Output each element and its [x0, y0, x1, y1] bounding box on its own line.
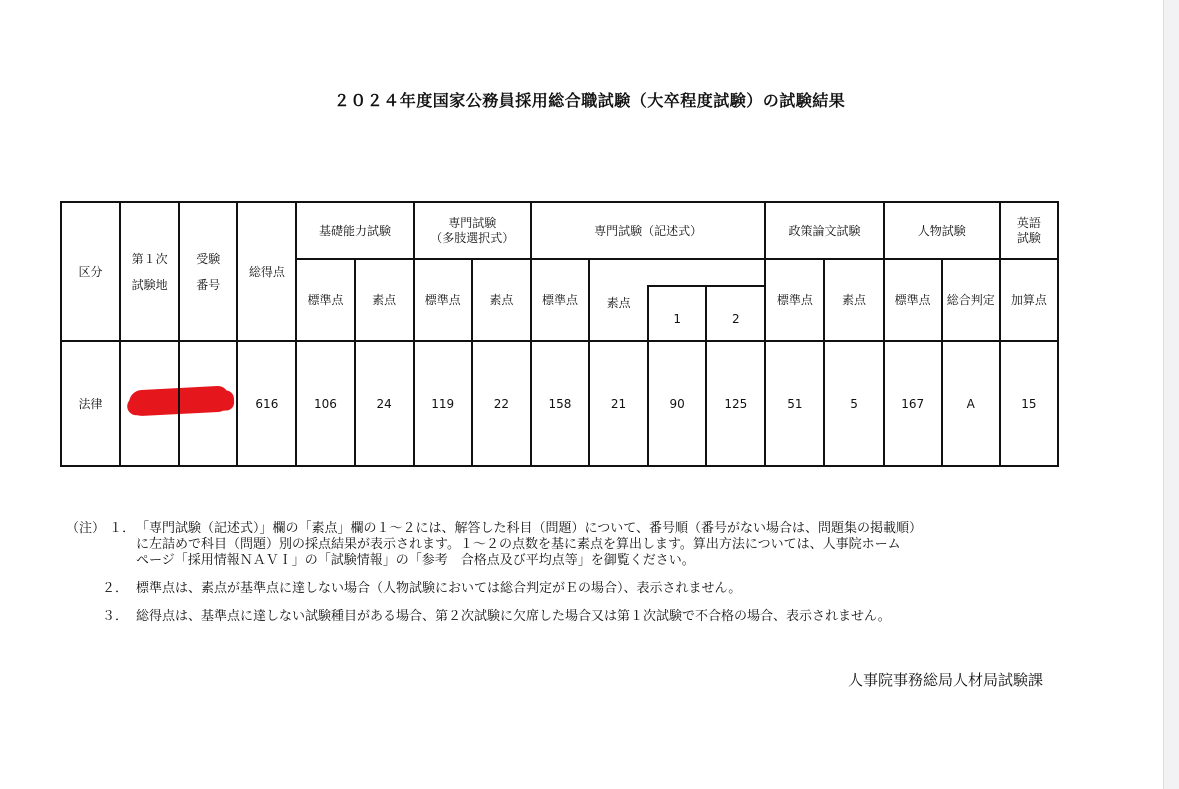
header-first-exam-site: [120, 202, 179, 341]
note-3-index: ３．: [102, 609, 129, 624]
note-2: [66, 581, 1066, 597]
header-written-raw: 素点: [589, 286, 648, 341]
cell-divider: [178, 342, 180, 465]
header-mc-standard: 標準点: [414, 259, 472, 341]
cell-policy-raw: 5: [824, 341, 883, 466]
cell-mc-raw: 22: [472, 341, 531, 466]
notes-section: [66, 521, 1066, 625]
header-personal-interview: 人物試験: [884, 202, 1000, 259]
header-specialized-mc: [414, 202, 531, 259]
cell-written-standard: 158: [531, 341, 589, 466]
header-written-sub-2: 2: [706, 286, 765, 341]
header-basic-ability: 基礎能力試験: [296, 202, 413, 259]
note-3: [66, 609, 1066, 625]
note-1-line2: に左詰めで科目（問題）別の採点結果が表示されます。１～２の点数を基に素点を算出します。算出方法については、人事院ホーム: [136, 537, 901, 552]
header-specialized-written: 専門試験（記述式）: [531, 202, 765, 259]
header-bonus-points: 加算点: [1000, 259, 1058, 341]
header-mc-raw: 素点: [472, 259, 531, 341]
header-overall-judgment: 総合判定: [942, 259, 1000, 341]
cell-written-1: 90: [648, 341, 706, 466]
cell-personal-judgment: A: [942, 341, 1000, 466]
cell-english-bonus: 15: [1000, 341, 1058, 466]
note-1-line3: ページ「採用情報ＮＡＶＩ」の「試験情報」の「参考 合格点及び平均点等」を御覧ください。: [136, 553, 695, 568]
header-policy-standard: 標準点: [765, 259, 824, 341]
page-title: ２０２４年度国家公務員採用総合職試験（大卒程度試験）の試験結果: [333, 91, 846, 110]
header-personal-standard: 標準点: [884, 259, 942, 341]
header-english-line1: 英語: [1016, 215, 1041, 230]
note-1-number: [66, 521, 135, 537]
header-policy-raw: 素点: [824, 259, 883, 341]
header-total-score: 総得点: [237, 202, 296, 341]
cell-kubun: 法律: [61, 341, 120, 466]
header-english: [1000, 202, 1058, 259]
header-specialized-mc-line1: 専門試験: [448, 215, 497, 230]
note-1-line1: 「専門試験（記述式）」欄の「素点」欄の１～２には、解答した科目（問題）について、番号順（番号がない場合は、問題集の掲載順）: [136, 521, 922, 536]
header-kubun: 区分: [61, 202, 120, 341]
header-english-line2: 試験: [1016, 230, 1041, 245]
header-first-exam-site-line1: 第１次: [131, 251, 168, 266]
cell-written-2: 125: [706, 341, 765, 466]
header-basic-standard: 標準点: [296, 259, 354, 341]
cell-personal-standard: 167: [884, 341, 942, 466]
notes-label: （注）: [66, 521, 106, 536]
note-1: [66, 521, 1066, 569]
cell-policy-standard: 51: [765, 341, 824, 466]
header-exam-number-line2: 番号: [196, 277, 221, 292]
header-first-exam-site-line2: 試験地: [131, 277, 168, 292]
cell-total-score: 616: [237, 341, 296, 466]
cell-redacted-site-number: [120, 341, 237, 466]
header-policy-essay: 政策論文試験: [765, 202, 883, 259]
cell-mc-standard: 119: [414, 341, 472, 466]
cell-written-raw: 21: [589, 341, 648, 466]
note-3-text: 総得点は、基準点に達しない試験種目がある場合、第２次試験に欠席した場合又は第１次試験で不合格の場合、表示されません。: [136, 609, 891, 624]
table-row: [61, 341, 1058, 466]
cell-basic-standard: 106: [296, 341, 354, 466]
note-1-index: １．: [109, 521, 136, 536]
header-specialized-mc-line2: （多肢選択式）: [430, 230, 515, 245]
header-basic-raw: 素点: [355, 259, 414, 341]
note-2-text: 標準点は、素点が基準点に達しない場合（人物試験においては総合判定がＥの場合）、表示されません。: [136, 581, 742, 596]
header-written-sub-1: 1: [648, 286, 706, 341]
results-table: [60, 201, 1059, 467]
header-exam-number-line1: 受験: [196, 251, 221, 266]
header-exam-number: [179, 202, 237, 341]
header-written-blank: [589, 259, 765, 286]
note-2-index: ２．: [102, 581, 129, 596]
issuer-signature: 人事院事務総局人材局試験課: [847, 671, 1043, 689]
header-written-standard: 標準点: [531, 259, 589, 341]
cell-basic-raw: 24: [355, 341, 414, 466]
